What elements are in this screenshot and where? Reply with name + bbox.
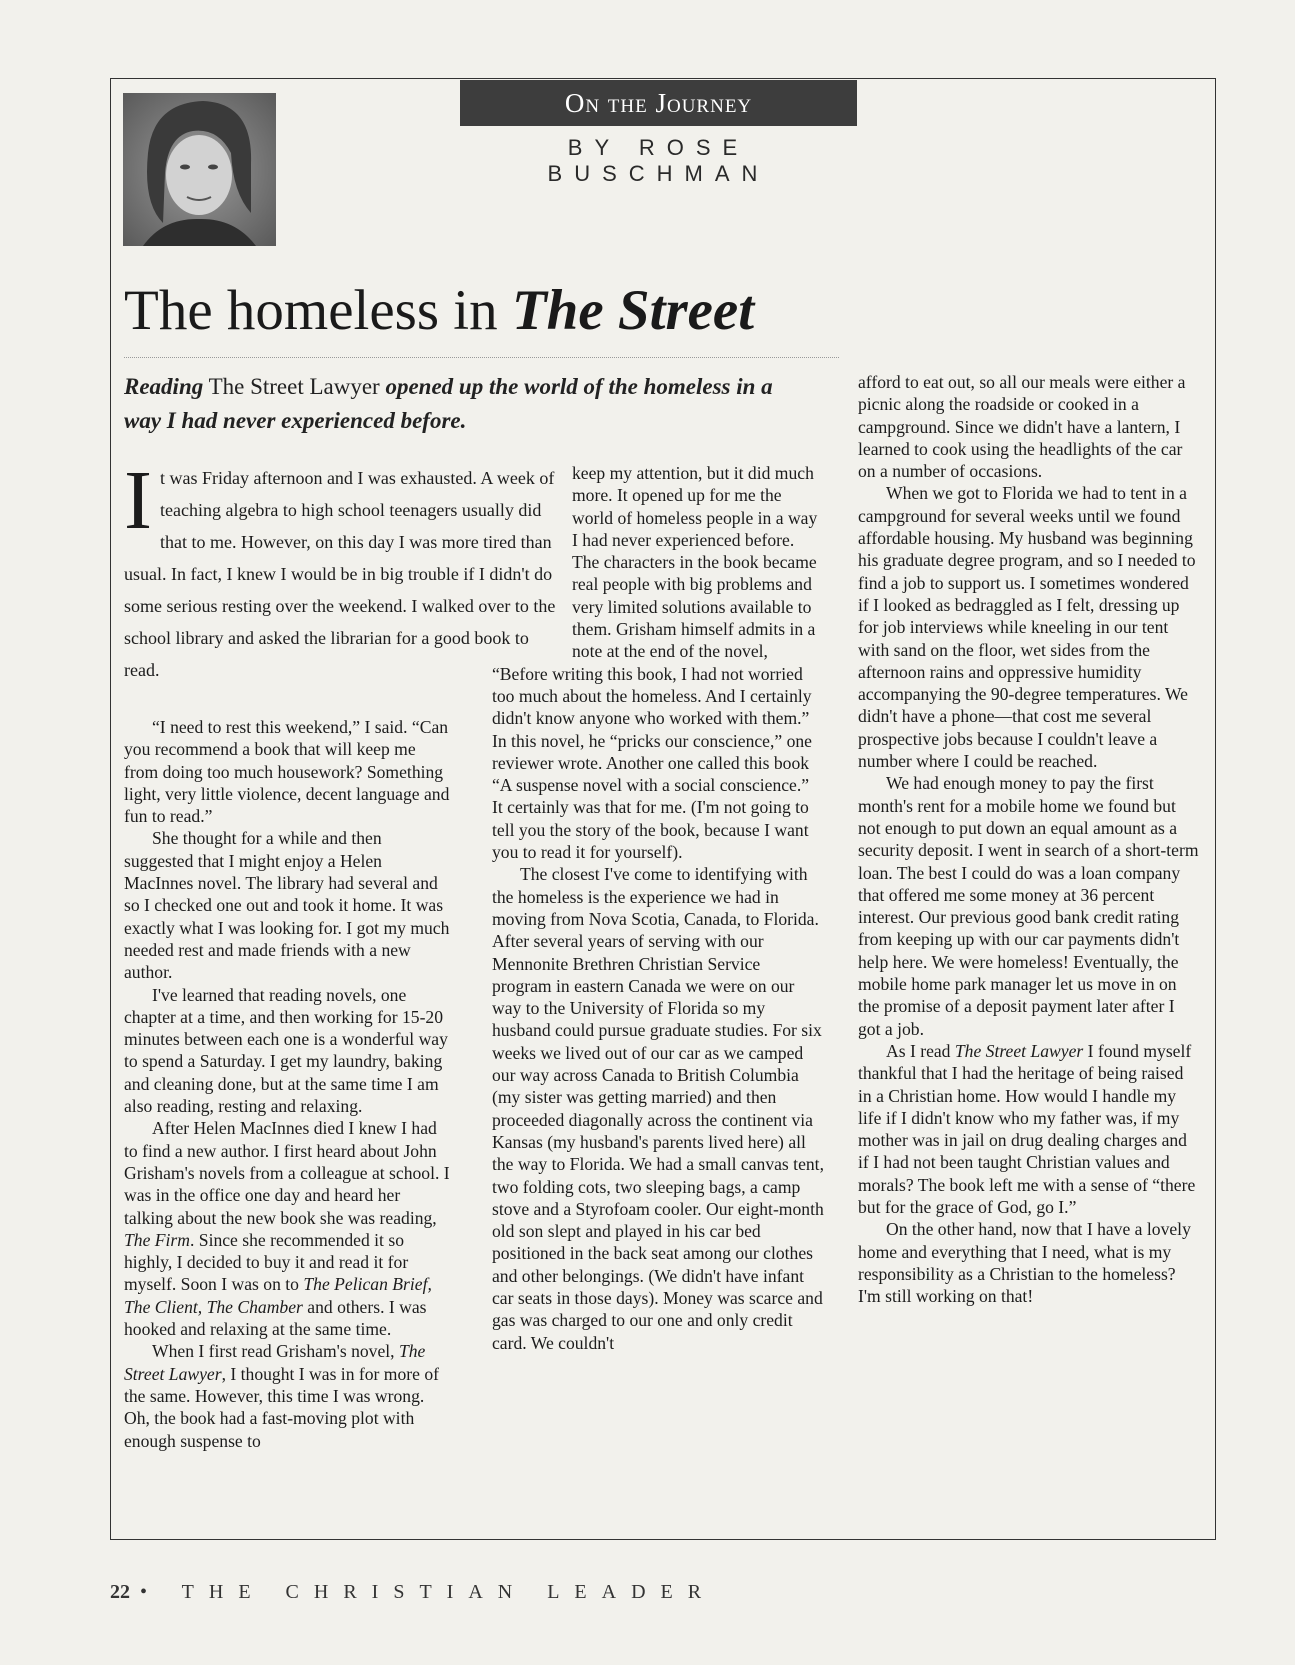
paragraph: We had enough money to pay the first month's rent for a mobile home we found but not enough to put down an equal amount as a security deposit. I went in search of a short-term loan. The best I could do was a loan company that offered me some money at 36 percent interest. Our previous good bank credit rating from keeping up with our car payments didn't help here. We were homeless! Eventually, the mobile home park manager let us move in on the promise of a deposit payment later after I got a job. — [858, 773, 1199, 1039]
paragraph: As I read The Street Lawyer I found myself thankful that I had the heritage of being raised in a Christian home. How would I handle my life if I didn't know who my father was, if my mother was in jail on drug dealing charges and if I had not been taught Christian values and morals? The book left me with a sense of “there but for the grace of God, go I.” — [858, 1040, 1196, 1217]
paragraph: I've learned that reading novels, one chapter at a time, and then working for 15-20 minutes between each one is a wonderful way to spend a Saturday. I get my laundry, baking and cleaning done, but at the same time I am also reading, resting and relaxing. — [124, 984, 448, 1117]
article-deck: Reading The Street Lawyer opened up the world of the homeless in a way I had never experienced before. — [124, 374, 773, 433]
column-2 — [492, 462, 824, 1354]
footer-bullet: • — [140, 1581, 163, 1603]
author-photo — [123, 93, 276, 246]
paragraph: When we got to Florida we had to tent in a campground for several weeks until we found affordable housing. My husband was beginning his graduate degree program, and so I needed to find a job to support us. I sometimes wondered if I looked as bedraggled as I felt, dressing up for job interviews while kneeling in our tent with sand on the floor, wet sides from the afternoon rains and oppressive humidity accompanying the 90-degree temperatures. We didn't have a phone—that cost me several prospective jobs because I couldn't leave a number where I could be reached. — [858, 483, 1196, 772]
page-number: 22 — [110, 1581, 130, 1603]
paragraph: “Before writing this book, I had not worried too much about the homeless. And I certainly didn't know anyone who worked with them.” In this novel, he “pricks our conscience,” one reviewer wrote. Another one called this book “A suspense novel with a social conscience.” It certainly was that for me. (I'm not going to tell you the story of the book, because I want you to read it for yourself). — [492, 663, 812, 863]
paragraph: She thought for a while and then suggested that I might enjoy a Helen MacInnes novel. The library had several and so I checked one out and took it home. It was exactly what I was looking for. I got my much needed rest and made friends with a new author. — [124, 828, 450, 983]
paragraph: “I need to rest this weekend,” I said. “Can you recommend a book that will keep me from doing too much housework? Something light, very little violence, decent language and fun to read.” — [124, 717, 450, 827]
page-footer — [110, 1581, 716, 1604]
byline: BY ROSE BUSCHMAN — [547, 135, 770, 186]
column-banner: On the Journey — [460, 80, 857, 126]
column-1 — [124, 716, 450, 1452]
paragraph: afford to eat out, so all our meals were either a picnic along the roadside or cooked in a campground. Since we didn't have a lantern, I learned to cook using the headlights of the car on a number of occasions. — [858, 372, 1186, 482]
paragraph: When I first read Grisham's novel, The Street Lawyer, I thought I was in for more of the same. However, this time I was wrong. Oh, the book had a fast-moving plot with enough suspense to — [124, 1341, 440, 1451]
paragraph: On the other hand, now that I have a lovely home and everything that I need, what is my responsibility as a Christian to the homeless? I'm still working on that! — [858, 1219, 1191, 1307]
article-title: The homeless in The Street — [124, 279, 755, 342]
drop-cap: I — [124, 454, 152, 547]
title-divider — [124, 357, 839, 358]
column-3 — [858, 371, 1200, 1307]
lead-paragraph: It was Friday afternoon and I was exhausted. A week of teaching algebra to high school teenagers usually did that to me. However, on this day I was more tired than usual. In fact, I knew I would be in big trouble if I didn't do some serious resting over the weekend. I walked over to the school library and asked the librarian for a good book to read. — [124, 454, 556, 680]
publication-name: THE CHRISTIAN LEADER — [181, 1581, 717, 1603]
paragraph: The closest I've come to identifying with the homeless is the experience we had in moving from Nova Scotia, Canada, to Florida. After several years of serving with our Mennonite Brethren Christian Service program in eastern Canada we were on our way to the University of Florida so my husband could pursue graduate studies. For six weeks we lived out of our car as we camped our way across Canada to British Columbia (my sister was getting married) and then proceeded diagonally across the continent via Kansas (my husband's parents lived here) all the way to Florida. We had a small canvas tent, two folding cots, two sleeping bags, a camp stove and a Styrofoam cooler. Our eight-month old son slept and played in his car bed positioned in the back seat among our clothes and other belongings. (We didn't have infant car seats in those days). Money was scarce and gas was charged to our one and only credit card. We couldn't — [492, 864, 824, 1353]
paragraph: keep my attention, but it did much more. It opened up for me the world of homeless people in a way I had never experienced before. The characters in the book became real people with big problems and very limited solutions available to them. Grisham himself admits in a note at the end of the novel, — [572, 463, 818, 662]
paragraph: After Helen MacInnes died I knew I had to find a new author. I first heard about John Grisham's novels from a colleague at school. I was in the office one day and heard her talking about the new book she was reading, The Firm. Since she recommended it so highly, I decided to buy it and read it for myself. Soon I was on to The Pelican Brief, The Client, The Chamber and others. I was hooked and relaxing at the same time. — [124, 1118, 450, 1340]
